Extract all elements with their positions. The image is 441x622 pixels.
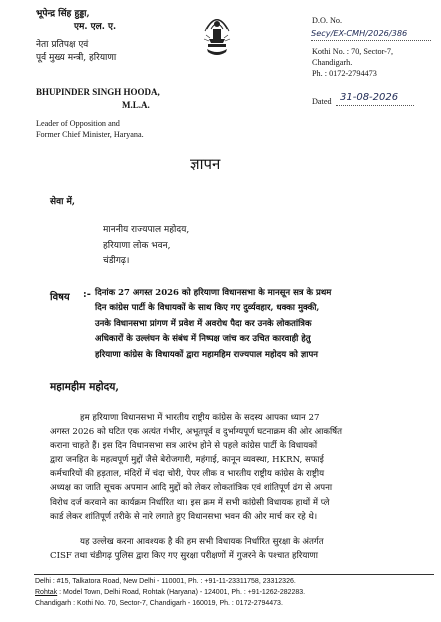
- subject-separator: :-: [83, 289, 91, 300]
- subject-line: उनके विधानसभा प्रांगण में प्रवेश में अवरोध पैदा कर उनके लोकतांत्रिक: [95, 318, 312, 329]
- subject-line: अधिकारों के उल्लंघन के संबंध में निष्पक्ष जांच कर उचित कारवाही हेतु: [95, 334, 311, 345]
- footer-rule: [34, 574, 434, 575]
- paragraph-line: यह उल्लेख करना आवश्यक है की हम सभी विधायक निर्धारित सुरक्षा के अंतर्गत: [80, 537, 324, 547]
- paragraph-line: कार्ड लेकर शांतिपूर्ण तरीके से नारे लगाते हुए विधानसभा भवन की ओर मार्च कर रहे थे।: [50, 511, 318, 522]
- sender-degree-english: M.L.A.: [122, 100, 150, 110]
- subject-text: [95, 286, 429, 363]
- sender-name-english: BHUPINDER SINGH HOODA,: [36, 87, 160, 97]
- recipient-line-3: चंडीगढ़।: [103, 256, 130, 266]
- paragraph-line: अध्यक्ष का जाति सूचक अपमान आदि मुद्दों को लेकर लोकतांत्रिक एवं शांतिपूर्ण ढंग से अपना: [50, 483, 333, 494]
- subject-label: विषय: [50, 292, 70, 303]
- paragraph-2: [50, 535, 428, 563]
- dated-rule: [336, 105, 414, 106]
- sender-name-hindi: भूपेन्द्र सिंह हुड्डा,: [36, 9, 90, 19]
- do-number-value: Secy/EX-CMH/2026/386: [311, 28, 408, 38]
- sender-title-english-1: Leader of Opposition and: [36, 119, 120, 128]
- sender-title-hindi-2: पूर्व मुख्य मन्त्री, हरियाणा: [36, 53, 117, 63]
- footer-chandigarh: Chandigarh : Kothi No. 70, Sector-7, Chandigarh - 160019, Ph. : 0172-2794473.: [35, 600, 283, 607]
- dated-label: Dated: [312, 97, 332, 106]
- footer-delhi: Delhi : #15, Talkatora Road, New Delhi - 110001, Ph. : +91-11-23311758, 23312326.: [35, 578, 296, 585]
- paragraph-line: CISF तथा चंडीगढ़ पुलिस द्वारा किए गए सुरक्षा परीक्षणों में गुजरने के पश्चात हरियाणा: [50, 551, 318, 562]
- do-number-label: D.O. No.: [312, 16, 343, 25]
- recipient-line-1: माननीय राज्यपाल महोदय,: [103, 225, 190, 235]
- paragraph-line: द्वारा जनहित के महत्वपूर्ण मुद्दों जैसे बेरोजगारी, महंगाई, कानून व्यवस्था, HKRN, सफाई: [50, 455, 324, 466]
- greeting: महामहीम महोदय,: [50, 381, 119, 393]
- paragraph-line: कर्मचारियों की हड़ताल, मंदिरों में चंदा चोरी, पेपर लीक व भारतीय राष्ट्रीय कांग्रेस के राष्ट्रीय: [50, 469, 325, 480]
- do-number-rule: [311, 40, 431, 41]
- footer-rohtak-address: : Model Town, Delhi Road, Rohtak (Haryana) - 124001, Ph. : +91-1262-282283.: [59, 589, 306, 596]
- sender-degree-hindi: एम. एल. ए.: [74, 22, 117, 32]
- dated-value: 31-08-2026: [340, 92, 399, 103]
- paragraph-line: विरोध दर्ज करवाने का कार्यक्रम निर्धारित था। इस क्रम में सभी कांग्रेसी विधायक हाथों में प्ले: [50, 497, 330, 508]
- paragraph-line: हम हरियाणा विधानसभा में भारतीय राष्ट्रीय कांग्रेस के सदस्य आपका ध्यान 27: [80, 413, 320, 423]
- paragraph-line: कराना चाहते हैं। इस दिन विधानसभा सत्र आरंभ होने से पहले कांग्रेस पार्टी के विधायकों: [50, 441, 318, 452]
- sender-title-english-2: Former Chief Minister, Haryana.: [36, 130, 144, 139]
- office-address-line-2: Chandigarh.: [312, 58, 353, 67]
- subject-line: दिनांक 27 अगस्त 2026 को हरियाणा विधानसभा के मानसून सत्र के प्रथम: [95, 288, 332, 298]
- paragraph-1: [50, 411, 428, 524]
- sender-title-hindi-1: नेता प्रतिपक्ष एवं: [36, 40, 89, 50]
- recipient-line-2: हरियाणा लोक भवन,: [103, 241, 171, 251]
- subject-line: हरियाणा कांग्रेस के विधायकों द्वारा महामहिम राज्यपाल महोदय को ज्ञापन: [95, 349, 318, 360]
- office-phone: Ph. : 0172-2794473: [312, 69, 377, 78]
- state-emblem-icon: [197, 9, 237, 61]
- subject-line: दिन कांग्रेस पार्टी के विधायकों के साथ किए गए दुर्व्यवहार, धक्का मुक्की,: [95, 303, 320, 314]
- document-title: ज्ञापन: [190, 155, 221, 173]
- salutation-to: सेवा में,: [50, 197, 76, 207]
- office-address-line-1: Kothi No. : 70, Sector-7,: [312, 47, 394, 56]
- paragraph-line: अगस्त 2026 को घटित एक अत्यंत गंभीर, अभूतपूर्व व दुर्भाग्यपूर्ण घटनाक्रम की ओर आकर्षित: [50, 427, 343, 438]
- footer-rohtak-label: Rohtak: [35, 589, 58, 596]
- footer-rohtak: [35, 588, 305, 597]
